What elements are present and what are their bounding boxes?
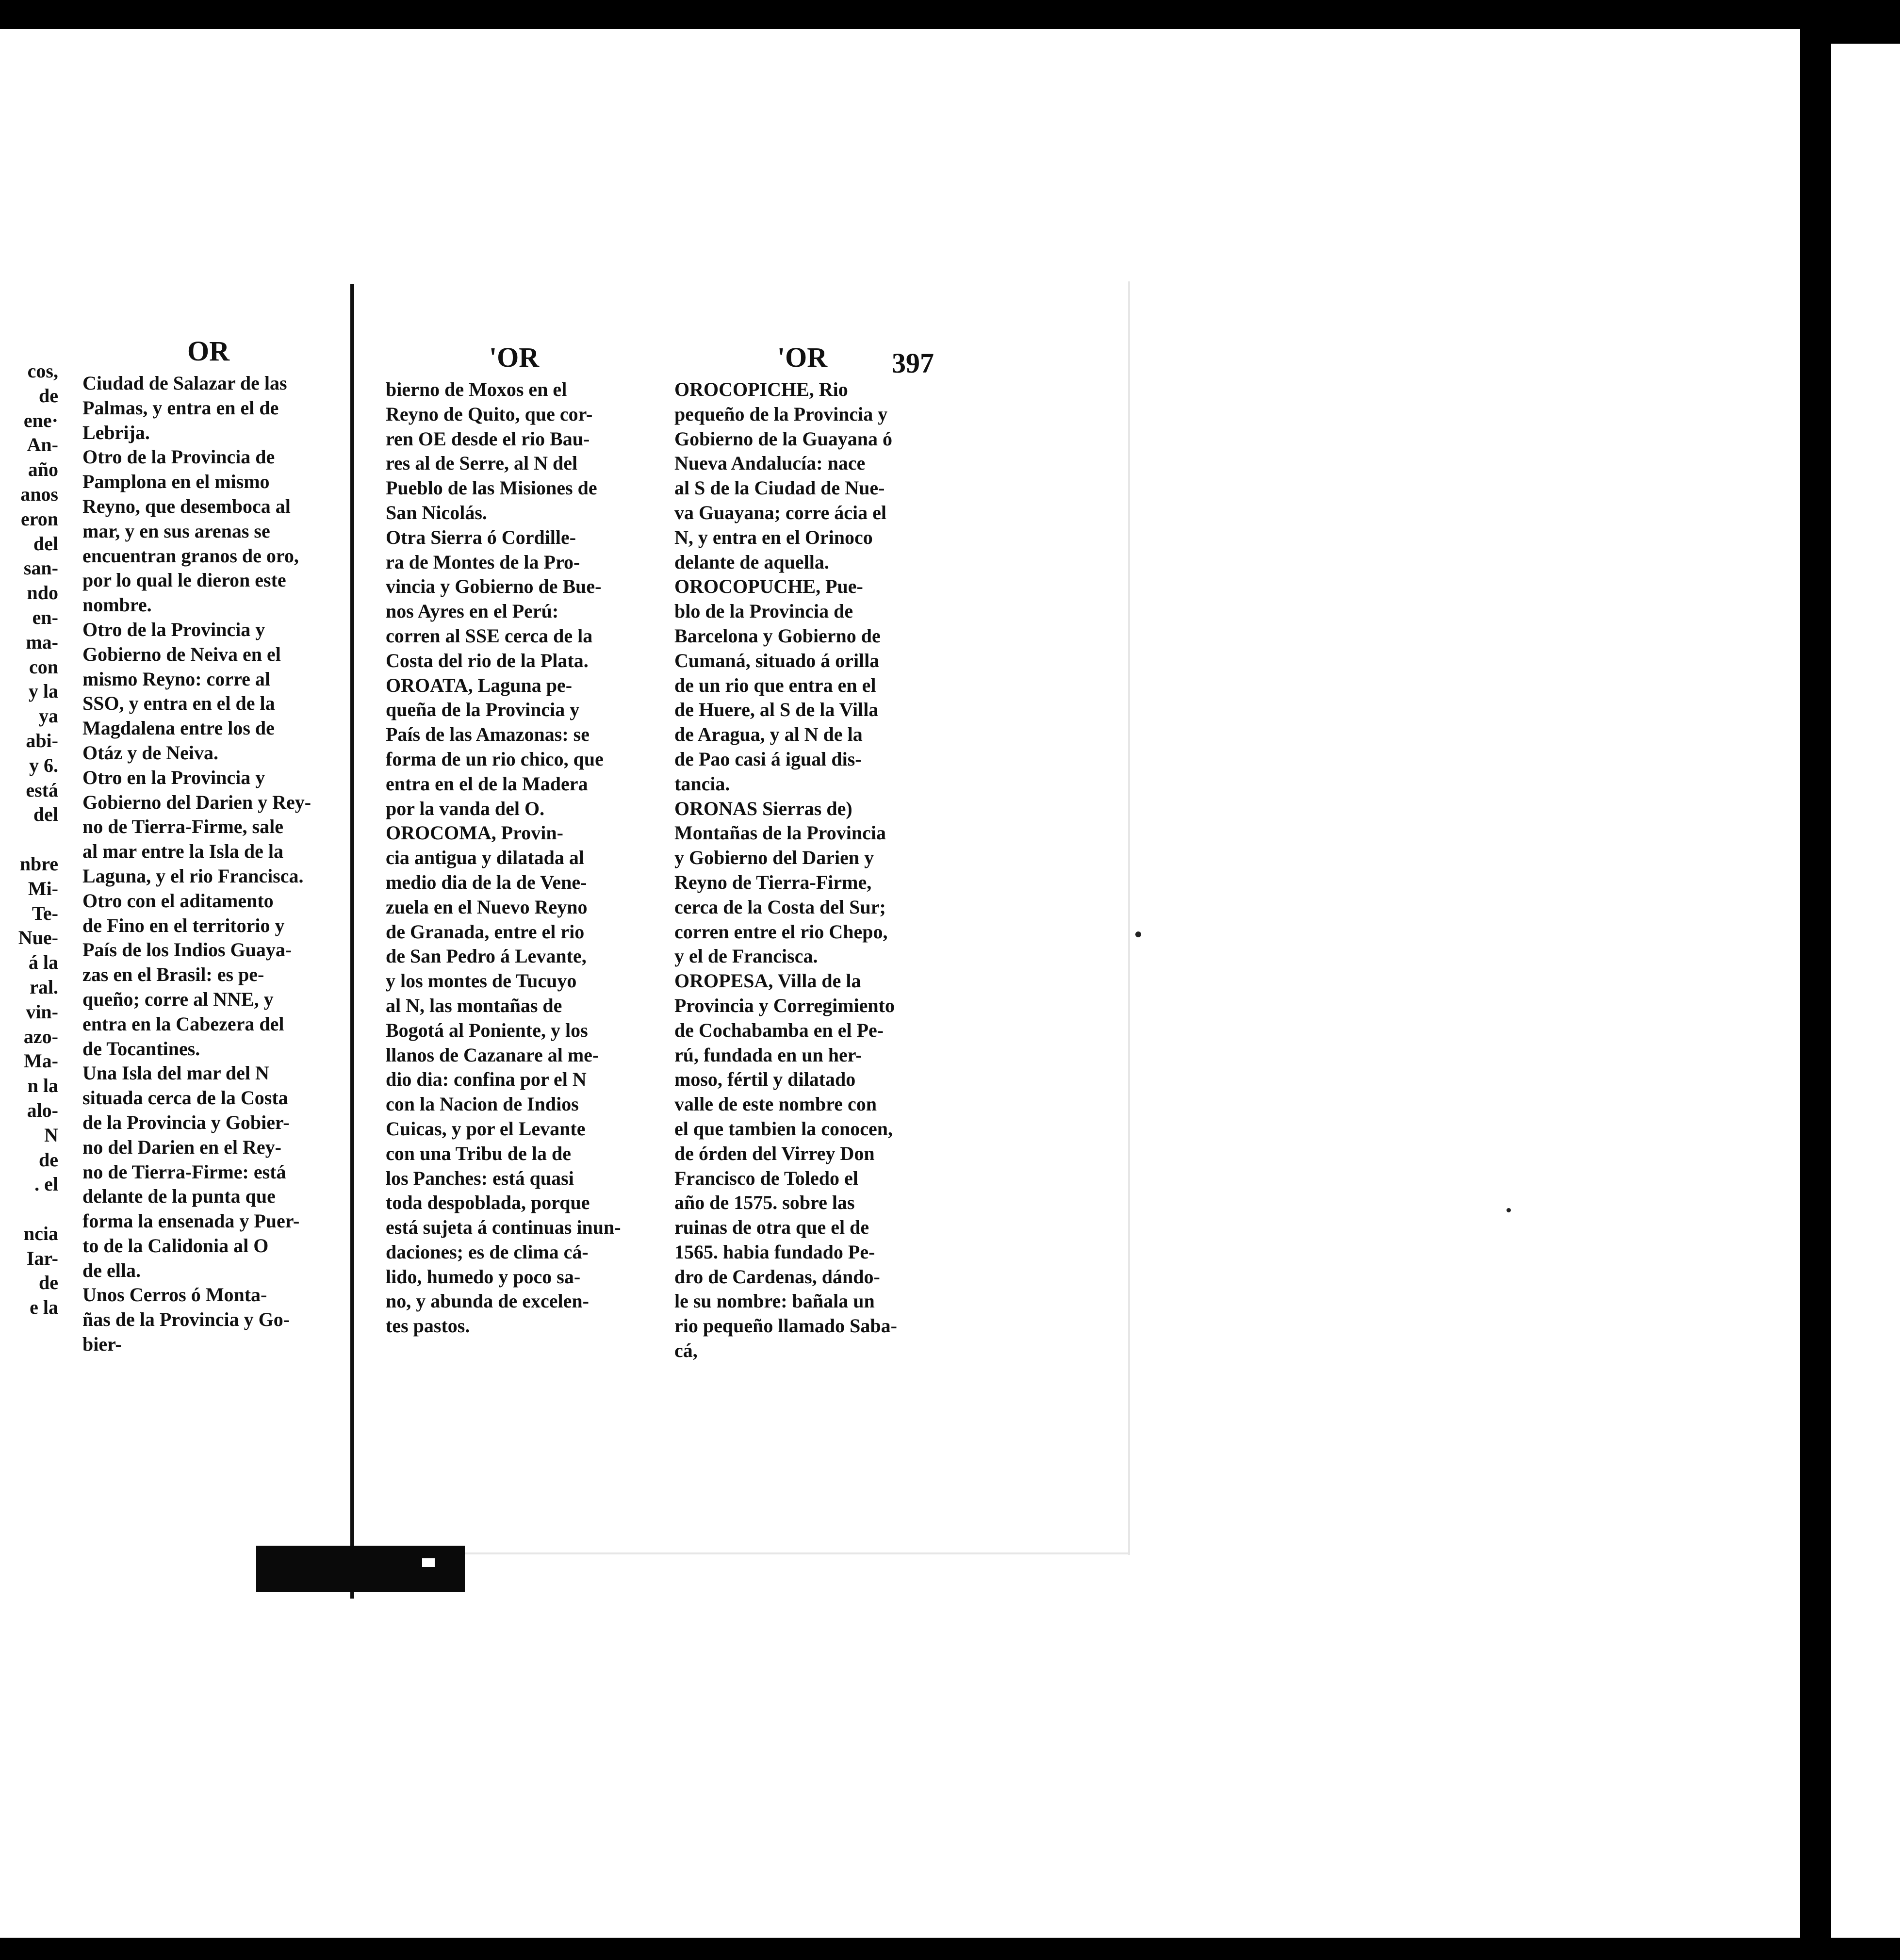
ink-blotch xyxy=(256,1546,465,1592)
text-line: bierno de Moxos en el xyxy=(386,378,567,400)
text-line: Unos Cerros ó Monta- xyxy=(82,1284,267,1306)
left-page-fragments xyxy=(0,359,58,1320)
text-line: va Guayana; corre ácia el xyxy=(674,501,886,523)
text-line: toda despoblada, porque xyxy=(386,1192,590,1214)
text-line: situada cerca de la Costa xyxy=(82,1087,288,1109)
text-line: ñas de la Provincia y Go- xyxy=(82,1308,290,1331)
text-line: no de Tierra-Firme: está xyxy=(82,1160,286,1183)
text-line: le su nombre: bañala un xyxy=(674,1290,875,1312)
text-line: San Nicolás. xyxy=(386,501,487,523)
text-line: 1565. habia fundado Pe- xyxy=(674,1241,875,1263)
text-line: de órden del Virrey Don xyxy=(674,1142,875,1164)
text-line: Otáz y de Neiva. xyxy=(82,741,218,764)
fragment-line: n la xyxy=(27,1075,58,1097)
text-line: Pueblo de las Misiones de xyxy=(386,477,597,499)
page-number: 397 xyxy=(892,347,934,379)
text-line: ra de Montes de la Pro- xyxy=(386,551,580,573)
text-line: con una Tribu de la de xyxy=(386,1142,571,1164)
fragment-line: . el xyxy=(34,1173,58,1195)
text-line: queña de la Provincia y xyxy=(386,699,580,721)
text-line: OROATA, Laguna pe- xyxy=(386,674,573,696)
text-line: rú, fundada en un her- xyxy=(674,1044,862,1066)
running-head-left: OR xyxy=(187,335,229,367)
text-line: y los montes de Tucuyo xyxy=(386,970,577,992)
text-line: Reyno, que desemboca al xyxy=(82,495,291,517)
fragment-line: alo- xyxy=(27,1099,58,1121)
text-line: Francisco de Toledo el xyxy=(674,1167,858,1189)
text-line: tes pastos. xyxy=(386,1315,470,1337)
text-line: cia antigua y dilatada al xyxy=(386,847,584,869)
gutter-rule xyxy=(350,284,354,1599)
fragment-line: ene· xyxy=(23,409,58,431)
fragment-line: vin- xyxy=(26,1000,58,1023)
text-line: Otro con el aditamento xyxy=(82,889,274,912)
page-edge-bottom xyxy=(357,1552,1129,1554)
text-line: OROCOPUCHE, Pue- xyxy=(674,575,863,598)
fragment-line: Mi- xyxy=(28,877,58,899)
fragment-line: N xyxy=(44,1124,58,1146)
fragment-line: está xyxy=(26,779,58,801)
text-line: Gobierno del Darien y Rey- xyxy=(82,791,311,813)
text-line: de la Provincia y Gobier- xyxy=(82,1111,290,1133)
blotch-spot xyxy=(422,1558,435,1567)
text-line: pequeño de la Provincia y xyxy=(674,403,888,425)
column-1 xyxy=(82,371,328,1357)
fragment-line: anos xyxy=(20,483,58,505)
text-line: Reyno de Tierra-Firme, xyxy=(674,871,872,893)
text-line: ORONAS Sierras de) xyxy=(674,797,852,819)
text-line: forma de un rio chico, que xyxy=(386,748,604,770)
text-line: Provincia y Corregimiento xyxy=(674,994,895,1016)
text-line: de Fino en el territorio y xyxy=(82,914,285,936)
text-line: zuela en el Nuevo Reyno xyxy=(386,896,588,918)
text-line: ren OE desde el rio Bau- xyxy=(386,427,590,450)
text-line: no, y abunda de excelen- xyxy=(386,1290,589,1312)
text-line: to de la Calidonia al O xyxy=(82,1234,269,1257)
text-line: zas en el Brasil: es pe- xyxy=(82,964,264,986)
text-line: encuentran granos de oro, xyxy=(82,544,299,567)
text-line: moso, fértil y dilatado xyxy=(674,1068,856,1091)
text-line: nos Ayres en el Perú: xyxy=(386,600,559,622)
page-edge-right xyxy=(1128,281,1130,1555)
fragment-line: con xyxy=(29,655,58,678)
text-line: ruinas de otra que el de xyxy=(674,1216,869,1239)
text-line: tancia. xyxy=(674,772,730,795)
text-line: de Cochabamba en el Pe- xyxy=(674,1019,884,1041)
fragment-line: de xyxy=(39,1272,58,1294)
text-line: delante de aquella. xyxy=(674,551,829,573)
text-line: al N, las montañas de xyxy=(386,994,562,1016)
text-line: corren entre el rio Chepo, xyxy=(674,920,888,943)
fragment-line: e la xyxy=(30,1296,58,1319)
text-line: entra en el de la Madera xyxy=(386,772,588,795)
text-line: medio dia de la de Vene- xyxy=(386,871,587,893)
fragment-line: y 6. xyxy=(29,754,58,776)
text-line: Palmas, y entra en el de xyxy=(82,396,279,419)
text-line: de Aragua, y al N de la xyxy=(674,723,863,746)
fragment-line: Ma- xyxy=(23,1050,58,1072)
text-line: de San Pedro á Levante, xyxy=(386,945,587,967)
text-line: lido, humedo y poco sa- xyxy=(386,1265,581,1288)
text-line: rio pequeño llamado Saba- xyxy=(674,1315,897,1337)
text-line: Cumaná, situado á orilla xyxy=(674,649,880,671)
text-line: Gobierno de Neiva en el xyxy=(82,643,281,665)
text-line: Lebrija. xyxy=(82,421,150,443)
text-line: no del Darien en el Rey- xyxy=(82,1136,281,1158)
text-line: Barcelona y Gobierno de xyxy=(674,624,881,647)
fragment-line: Iar- xyxy=(26,1247,58,1269)
text-line: de Pao casi á igual dis- xyxy=(674,748,862,770)
text-line: corren al SSE cerca de la xyxy=(386,624,593,647)
fragment-line xyxy=(0,1197,58,1222)
fragment-line: san- xyxy=(23,557,58,579)
text-line: OROPESA, Villa de la xyxy=(674,970,861,992)
fragment-line xyxy=(0,827,58,852)
fragment-line: Te- xyxy=(32,902,58,924)
text-line: cá, xyxy=(674,1339,698,1362)
text-line: año de 1575. sobre las xyxy=(674,1192,855,1214)
fragment-line: á la xyxy=(28,951,58,974)
fragment-line: ma- xyxy=(26,631,58,653)
fragment-line: y la xyxy=(28,680,58,702)
text-line: dro de Cardenas, dándo- xyxy=(674,1265,880,1288)
fragment-line: de xyxy=(39,384,58,407)
text-line: OROCOMA, Provin- xyxy=(386,822,563,844)
running-head-right: 'OR xyxy=(777,342,828,373)
text-line: por la vanda del O. xyxy=(386,797,545,819)
text-line: SSO, y entra en el de la xyxy=(82,692,275,715)
text-line: Magdalena entre los de xyxy=(82,717,275,739)
fragment-line: ya xyxy=(39,705,58,727)
fragment-line: ndo xyxy=(27,582,58,604)
fragment-line: del xyxy=(33,532,58,555)
text-line: y Gobierno del Darien y xyxy=(674,847,874,869)
text-line: Montañas de la Provincia xyxy=(674,822,886,844)
text-line: con la Nacion de Indios xyxy=(386,1093,579,1115)
text-line: Otro en la Provincia y xyxy=(82,766,265,788)
text-line: blo de la Provincia de xyxy=(674,600,853,622)
text-line: País de las Amazonas: se xyxy=(386,723,590,746)
text-line: Ciudad de Salazar de las xyxy=(82,372,287,394)
text-line: Una Isla del mar del N xyxy=(82,1062,269,1084)
text-line: Pamplona en el mismo xyxy=(82,471,270,493)
adjacent-page-strip xyxy=(1831,44,1900,1938)
text-line: Bogotá al Poniente, y los xyxy=(386,1019,588,1041)
text-line: al mar entre la Isla de la xyxy=(82,840,284,863)
fragment-line: del xyxy=(33,803,58,826)
text-line: no de Tierra-Firme, sale xyxy=(82,816,283,838)
column-3 xyxy=(674,377,949,1363)
column-2 xyxy=(386,377,655,1339)
text-line: OROCOPICHE, Rio xyxy=(674,378,848,400)
specks xyxy=(1507,1208,1511,1212)
text-line: forma la ensenada y Puer- xyxy=(82,1210,300,1232)
fragment-line: de xyxy=(39,1148,58,1171)
fragment-line: eron xyxy=(20,507,58,530)
fragment-line: An- xyxy=(27,434,58,456)
text-line: Cuicas, y por el Levante xyxy=(386,1117,586,1140)
text-line: País de los Indios Guaya- xyxy=(82,939,292,961)
text-line: Nueva Andalucía: nace xyxy=(674,452,866,474)
fragment-line: nbre xyxy=(19,852,58,875)
text-line: Laguna, y el rio Francisca. xyxy=(82,865,304,887)
text-line: y el de Francisca. xyxy=(674,945,818,967)
text-line: Otro de la Provincia y xyxy=(82,618,265,640)
fragment-line: azo- xyxy=(23,1025,58,1047)
fragment-line: ncia xyxy=(23,1222,58,1244)
text-line: de Huere, al S de la Villa xyxy=(674,699,879,721)
text-line: daciones; es de clima cá- xyxy=(386,1241,589,1263)
text-line: por lo qual le dieron este xyxy=(82,569,286,591)
text-line: dio dia: confina por el N xyxy=(386,1068,587,1091)
text-line: de Tocantines. xyxy=(82,1037,200,1060)
text-line: los Panches: está quasi xyxy=(386,1167,574,1189)
fragment-line: en- xyxy=(32,606,58,628)
text-line: Otra Sierra ó Cordille- xyxy=(386,526,576,548)
text-line: está sujeta á continuas inun- xyxy=(386,1216,621,1239)
text-line: N, y entra en el Orinoco xyxy=(674,526,873,548)
fragment-line: año xyxy=(28,458,58,481)
text-line: cerca de la Costa del Sur; xyxy=(674,896,886,918)
text-line: de Granada, entre el rio xyxy=(386,920,585,943)
running-head-center: 'OR xyxy=(489,342,540,373)
text-line: Reyno de Quito, que cor- xyxy=(386,403,593,425)
fragment-line: cos, xyxy=(27,360,58,382)
text-line: Gobierno de la Guayana ó xyxy=(674,427,892,450)
fragment-line: Nue- xyxy=(18,927,58,949)
fragment-line: ral. xyxy=(30,976,58,998)
specks xyxy=(1135,931,1141,937)
text-line: el que tambien la conocen, xyxy=(674,1117,893,1140)
text-line: bier- xyxy=(82,1333,122,1356)
text-line: al S de la Ciudad de Nue- xyxy=(674,477,885,499)
text-line: valle de este nombre con xyxy=(674,1093,877,1115)
text-line: queño; corre al NNE, y xyxy=(82,988,274,1010)
text-line: mar, y en sus arenas se xyxy=(82,520,270,542)
text-line: llanos de Cazanare al me- xyxy=(386,1044,599,1066)
text-line: vincia y Gobierno de Bue- xyxy=(386,575,602,598)
text-line: de ella. xyxy=(82,1259,141,1281)
text-line: mismo Reyno: corre al xyxy=(82,668,270,690)
text-line: de un rio que entra en el xyxy=(674,674,876,696)
text-line: entra en la Cabezera del xyxy=(82,1013,284,1035)
text-line: res al de Serre, al N del xyxy=(386,452,578,474)
text-line: nombre. xyxy=(82,594,152,616)
text-line: Costa del rio de la Plata. xyxy=(386,649,589,671)
fragment-line: abi- xyxy=(26,729,58,751)
text-line: Otro de la Provincia de xyxy=(82,446,275,468)
text-line: delante de la punta que xyxy=(82,1185,276,1208)
